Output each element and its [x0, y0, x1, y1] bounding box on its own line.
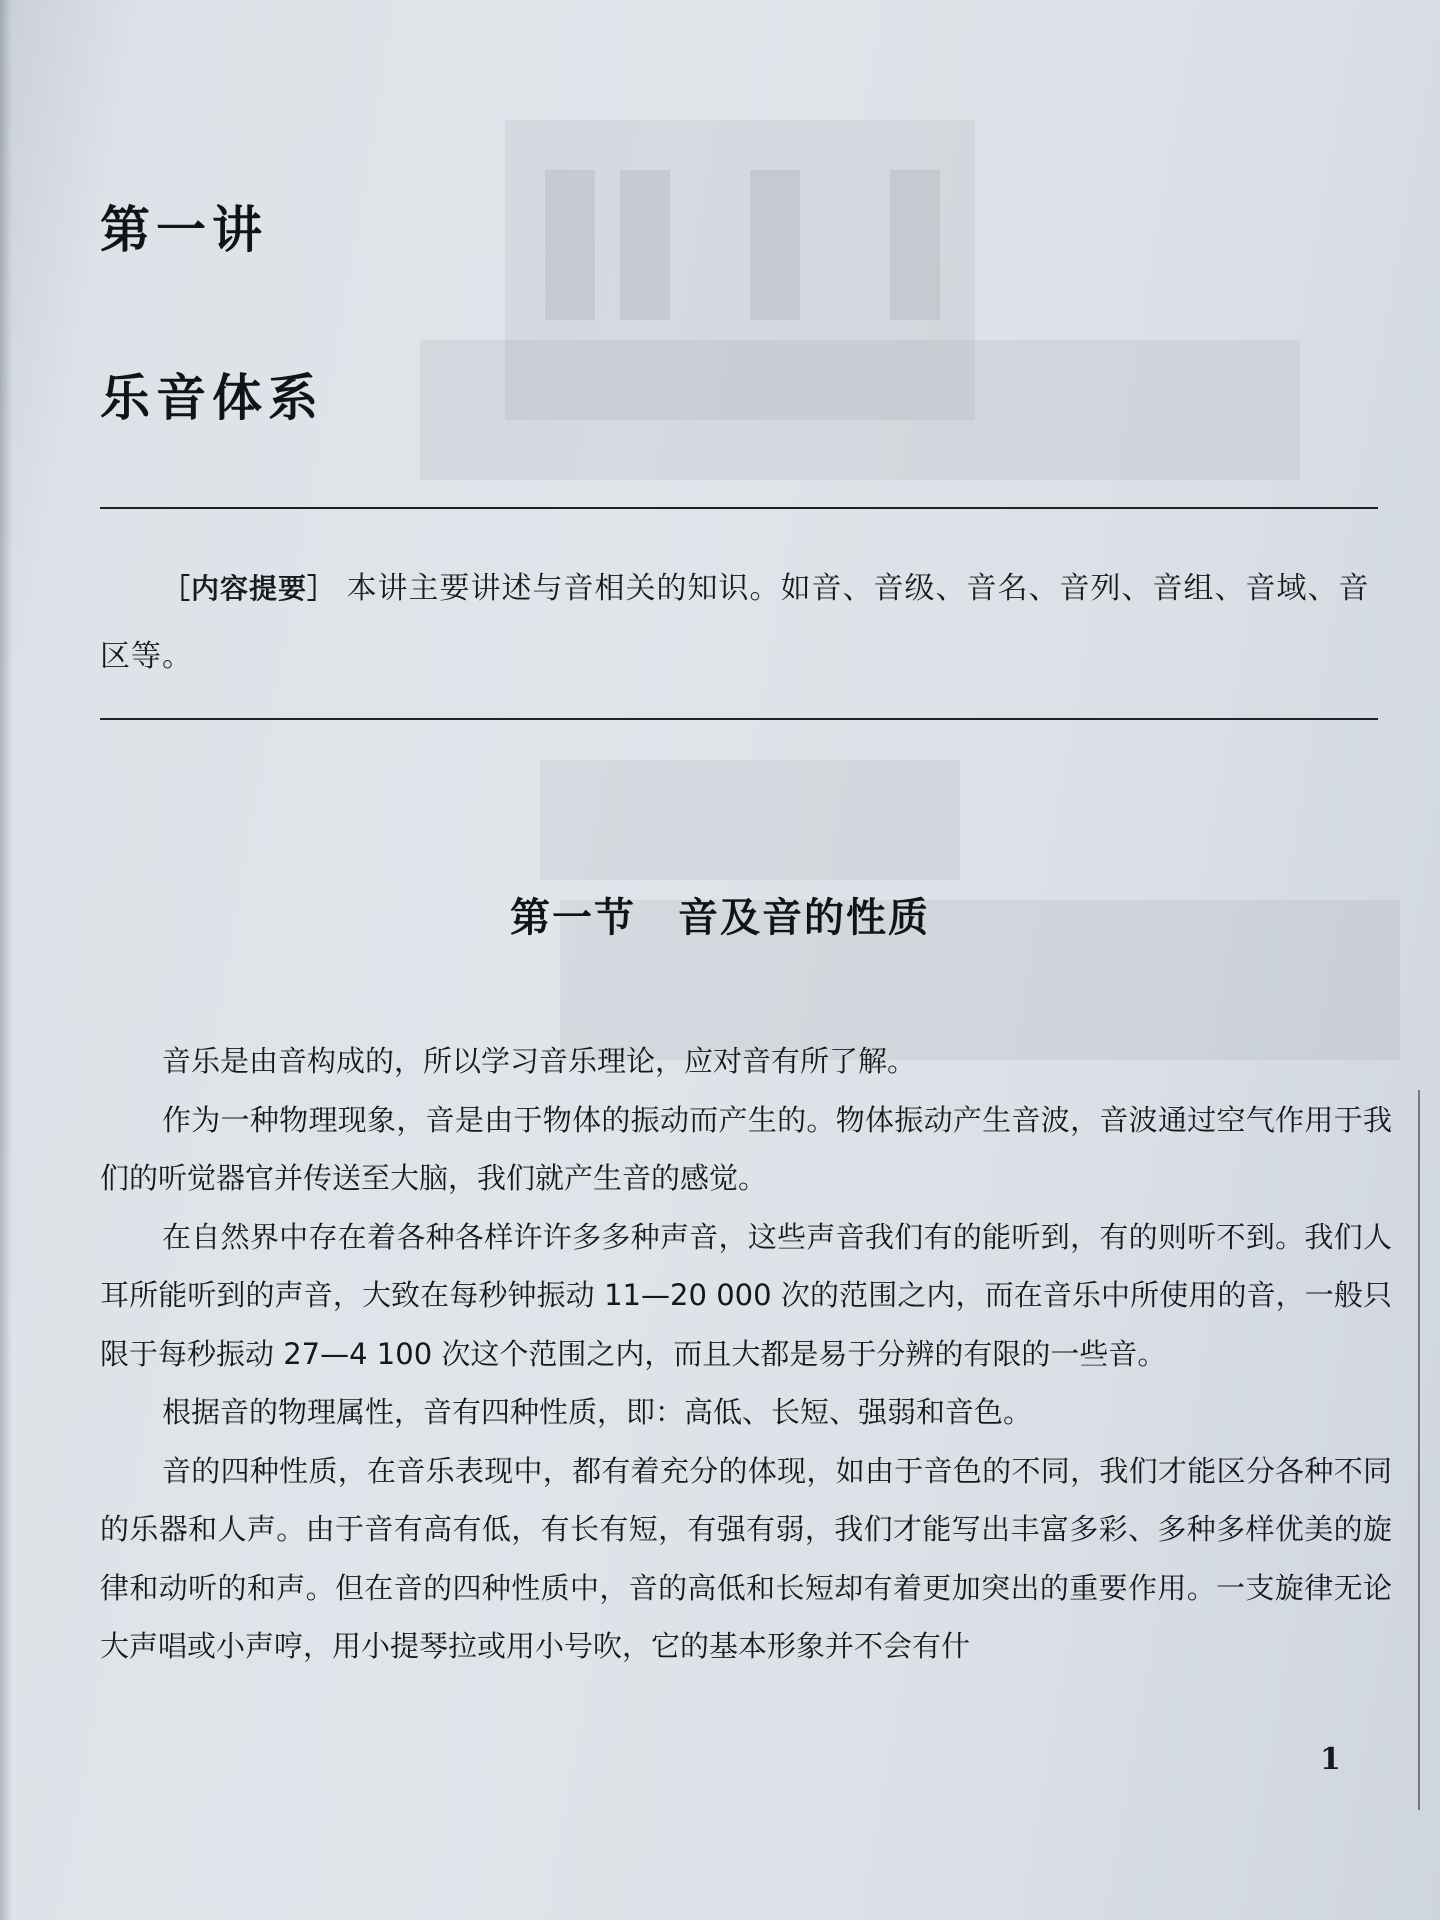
page-number: 1	[1320, 1742, 1341, 1777]
bleed-through-text-band	[420, 340, 1300, 480]
bleed-through-figure-keys	[750, 170, 800, 320]
abstract-label: ［内容提要］	[162, 572, 337, 605]
bleed-through-text-band	[540, 760, 960, 880]
paragraph: 作为一种物理现象，音是由于物体的振动而产生的。物体振动产生音波，音波通过空气作用于我们的听觉器官并传送至大脑，我们就产生音的感觉。	[100, 1102, 1392, 1195]
paragraph: 音的四种性质，在音乐表现中，都有着充分的体现，如由于音色的不同，我们才能区分各种不同的乐器和人声。由于音有高有低，有长有短，有强有弱，我们才能写出丰富多彩、多种多样优美的旋律和动听的和声。但在音的四种性质中，音的高低和长短却有着更加突出的重要作用。一支旋律无论大声唱或小声哼，用小提琴拉或用小号吹，它的基本形象并不会有什	[100, 1453, 1392, 1663]
lecture-number: 第一讲	[100, 201, 268, 259]
abstract-top-rule	[100, 507, 1378, 509]
abstract-text: 本讲主要讲述与音相关的知识。如音、音级、音名、音列、音组、音域、音区等。	[100, 571, 1370, 674]
bleed-through-figure-keys	[620, 170, 670, 320]
paragraph: 根据音的物理属性，音有四种性质，即：高低、长短、强弱和音色。	[162, 1395, 1033, 1429]
section-title: 第一节 音及音的性质	[510, 895, 930, 941]
page-edge-line	[1418, 1090, 1420, 1810]
bleed-through-figure-keys	[545, 170, 595, 320]
body-text	[100, 1032, 1392, 1676]
content-abstract	[100, 555, 1380, 691]
paragraph: 音乐是由音构成的，所以学习音乐理论，应对音有所了解。	[162, 1044, 917, 1078]
lecture-title: 乐音体系	[100, 369, 324, 427]
paragraph: 在自然界中存在着各种各样许许多多种声音，这些声音我们有的能听到，有的则听不到。我们人耳所能听到的声音，大致在每秒钟振动 11—20 000 次的范围之内，而在音乐中所使用的音，一般只限于每秒振动 27—4 100 次这个范围之内，而且大都是易于分辨的有限的一些音。	[100, 1219, 1392, 1371]
page-shadow-left	[0, 0, 12, 1920]
abstract-bottom-rule	[100, 718, 1378, 720]
bleed-through-figure-keys	[890, 170, 940, 320]
